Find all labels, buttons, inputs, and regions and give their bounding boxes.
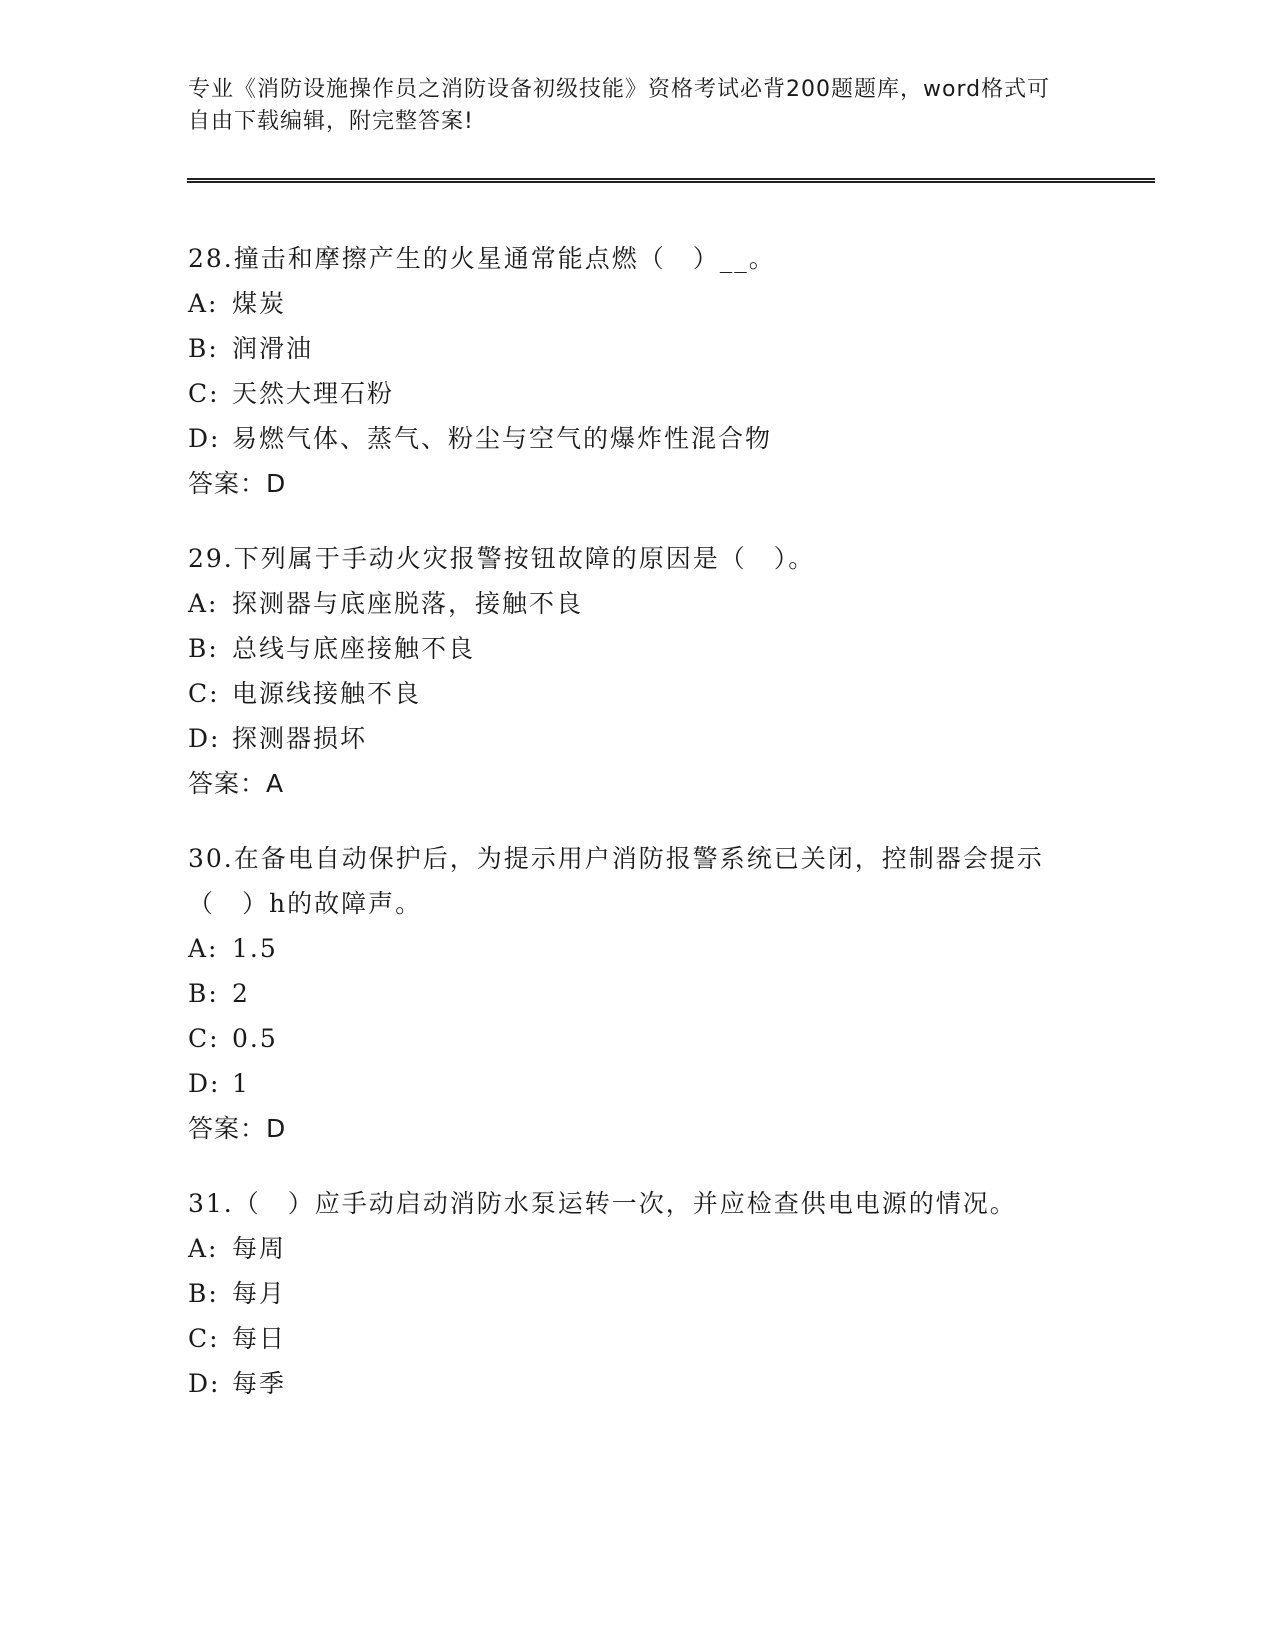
question-29 [188,536,1088,806]
option-letter: D: [188,1069,221,1098]
header-divider [187,178,1155,183]
option-a [188,1226,1088,1271]
option-letter: A: [188,289,219,318]
option-c [188,1316,1088,1361]
option-a [188,281,1088,326]
option-b [188,326,1088,371]
option-text: 探测器与底座脱落，接触不良 [232,589,584,618]
option-letter: B: [188,334,219,363]
option-d [188,1061,1088,1106]
question-stem: 31.（ ）应手动启动消防水泵运转一次，并应检查供电电源的情况。 [188,1189,1017,1218]
document-header: 专业《消防设施操作员之消防设备初级技能》资格考试必背200题题库，word格式可自由下载编辑，附完整答案! [188,77,1051,134]
option-letter: A: [188,934,219,963]
option-letter: A: [188,1234,219,1263]
option-text: 每季 [232,1369,287,1398]
option-c [188,1016,1088,1061]
option-letter: C: [188,1024,220,1053]
question-stem: 28.撞击和摩擦产生的火星通常能点燃（ ）__。 [188,244,776,273]
option-letter: C: [188,1324,220,1353]
option-letter: C: [188,379,220,408]
question-list [188,236,1088,1436]
option-d [188,416,1088,461]
answer-line: 答案：D [188,1114,287,1143]
question-28 [188,236,1088,506]
option-text: 润滑油 [232,334,314,363]
answer-line: 答案：A [188,769,285,798]
option-b [188,1271,1088,1316]
question-31 [188,1181,1088,1406]
option-text: 总线与底座接触不良 [232,634,476,663]
option-b [188,626,1088,671]
option-d [188,716,1088,761]
option-text: 2 [232,979,250,1008]
option-text: 天然大理石粉 [232,379,395,408]
option-text: 每周 [232,1234,287,1263]
option-text: 探测器损坏 [232,724,368,753]
option-text: 电源线接触不良 [232,679,422,708]
option-letter: D: [188,724,221,753]
answer-line: 答案：D [188,469,287,498]
question-30 [188,836,1088,1151]
option-letter: B: [188,1279,219,1308]
option-text: 每月 [232,1279,287,1308]
option-letter: D: [188,424,221,453]
option-c [188,371,1088,416]
option-text: 1.5 [232,934,278,963]
option-text: 煤炭 [232,289,287,318]
option-d [188,1361,1088,1406]
option-letter: B: [188,979,219,1008]
option-letter: C: [188,679,220,708]
option-b [188,971,1088,1016]
question-stem: 30.在备电自动保护后，为提示用户消防报警系统已关闭，控制器会提示（ ）h的故障声。 [188,844,1044,918]
option-text: 易燃气体、蒸气、粉尘与空气的爆炸性混合物 [232,424,773,453]
option-text: 0.5 [232,1024,278,1053]
option-a [188,926,1088,971]
option-text: 1 [232,1069,250,1098]
option-c [188,671,1088,716]
option-letter: D: [188,1369,221,1398]
option-text: 每日 [232,1324,287,1353]
option-a [188,581,1088,626]
option-letter: B: [188,634,219,663]
question-stem: 29.下列属于手动火灾报警按钮故障的原因是（ ）。 [188,544,816,573]
option-letter: A: [188,589,219,618]
